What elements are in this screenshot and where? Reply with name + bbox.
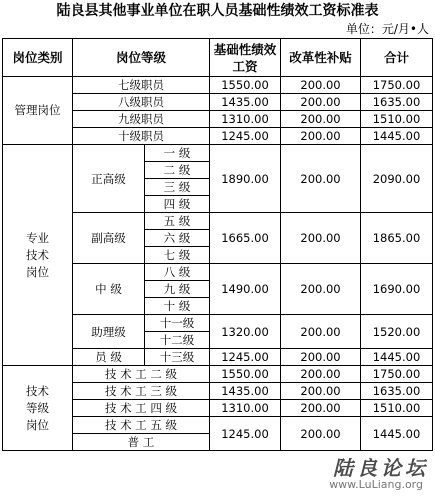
total-cell: 1445.00: [361, 417, 433, 451]
level-cell: 技 术 工 三 级: [73, 383, 210, 400]
total-cell: 2090.00: [361, 145, 433, 213]
base-cell: 1310.00: [210, 400, 281, 417]
reform-cell: 200.00: [281, 111, 361, 128]
group-name: 正高级: [73, 145, 145, 213]
grade-cell: 十一级: [145, 315, 210, 332]
reform-cell: 200.00: [281, 145, 361, 213]
header-level: 岗位等级: [73, 39, 210, 77]
total-cell: 1690.00: [361, 264, 433, 315]
group-name: 副高级: [73, 213, 145, 264]
level-cell: 九级职员: [73, 111, 210, 128]
table-row: [3, 366, 433, 383]
total-cell: 1445.00: [361, 128, 433, 145]
header-base: 基础性绩效工资: [210, 39, 281, 77]
reform-cell: 200.00: [281, 383, 361, 400]
group-name: 中 级: [73, 264, 145, 315]
base-cell: 1320.00: [210, 315, 281, 349]
grade-cell: 八 级: [145, 264, 210, 281]
header-reform: 改革性补贴: [281, 39, 361, 77]
watermark-url: www.LuLiang.org: [329, 478, 423, 491]
base-cell: 1245.00: [210, 417, 281, 451]
grade-cell: 十二级: [145, 332, 210, 349]
header-total: 合计: [361, 39, 433, 77]
reform-cell: 200.00: [281, 366, 361, 383]
reform-cell: 200.00: [281, 400, 361, 417]
watermark: [301, 452, 431, 494]
base-cell: 1245.00: [210, 349, 281, 366]
level-cell: 技 术 工 四 级: [73, 400, 210, 417]
base-cell: 1550.00: [210, 366, 281, 383]
unit-label: 单位：元/月•人: [345, 22, 429, 36]
base-cell: 1890.00: [210, 145, 281, 213]
total-cell: 1510.00: [361, 400, 433, 417]
salary-table: [2, 38, 433, 451]
grade-cell: 十三级: [145, 349, 210, 366]
page-title: 陆良县其他事业单位在职人员基础性绩效工资标准表: [56, 3, 379, 19]
header-row: [3, 39, 433, 77]
reform-cell: 200.00: [281, 128, 361, 145]
level-cell: 七级职员: [73, 77, 210, 94]
watermark-logo: 陆良论坛: [333, 456, 429, 480]
category-technical: [3, 366, 73, 451]
base-cell: 1310.00: [210, 111, 281, 128]
category-professional-label: 专业技术岗位: [26, 230, 49, 279]
total-cell: 1635.00: [361, 94, 433, 111]
grade-cell: 一 级: [145, 145, 210, 162]
group-name: 员 级: [73, 349, 145, 366]
level-cell: 八级职员: [73, 94, 210, 111]
total-cell: 1520.00: [361, 315, 433, 349]
grade-cell: 九 级: [145, 281, 210, 298]
base-cell: 1550.00: [210, 77, 281, 94]
level-cell: 普 工: [73, 434, 210, 451]
grade-cell: 五 级: [145, 213, 210, 230]
base-cell: 1435.00: [210, 94, 281, 111]
category-professional: [3, 145, 73, 366]
reform-cell: 200.00: [281, 315, 361, 349]
table-row: [3, 145, 433, 162]
grade-cell: 十 级: [145, 298, 210, 315]
level-cell: 技 术 工 五 级: [73, 417, 210, 434]
base-cell: 1245.00: [210, 128, 281, 145]
total-cell: 1865.00: [361, 213, 433, 264]
total-cell: 1510.00: [361, 111, 433, 128]
table-row: [3, 77, 433, 94]
level-cell: 技 术 工 二 级: [73, 366, 210, 383]
category-management: 管理岗位: [3, 77, 73, 145]
grade-cell: 四 级: [145, 196, 210, 213]
total-cell: 1445.00: [361, 349, 433, 366]
total-cell: 1750.00: [361, 366, 433, 383]
reform-cell: 200.00: [281, 417, 361, 451]
reform-cell: 200.00: [281, 349, 361, 366]
reform-cell: 200.00: [281, 213, 361, 264]
base-cell: 1490.00: [210, 264, 281, 315]
reform-cell: 200.00: [281, 264, 361, 315]
level-cell: 十级职员: [73, 128, 210, 145]
base-cell: 1435.00: [210, 383, 281, 400]
grade-cell: 七 级: [145, 247, 210, 264]
reform-cell: 200.00: [281, 77, 361, 94]
base-cell: 1665.00: [210, 213, 281, 264]
reform-cell: 200.00: [281, 94, 361, 111]
category-technical-label: 技术等级岗位: [26, 383, 49, 432]
grade-cell: 六 级: [145, 230, 210, 247]
total-cell: 1635.00: [361, 383, 433, 400]
grade-cell: 二 级: [145, 162, 210, 179]
grade-cell: 三 级: [145, 179, 210, 196]
group-name: 助理级: [73, 315, 145, 349]
header-category: 岗位类别: [3, 39, 73, 77]
total-cell: 1750.00: [361, 77, 433, 94]
